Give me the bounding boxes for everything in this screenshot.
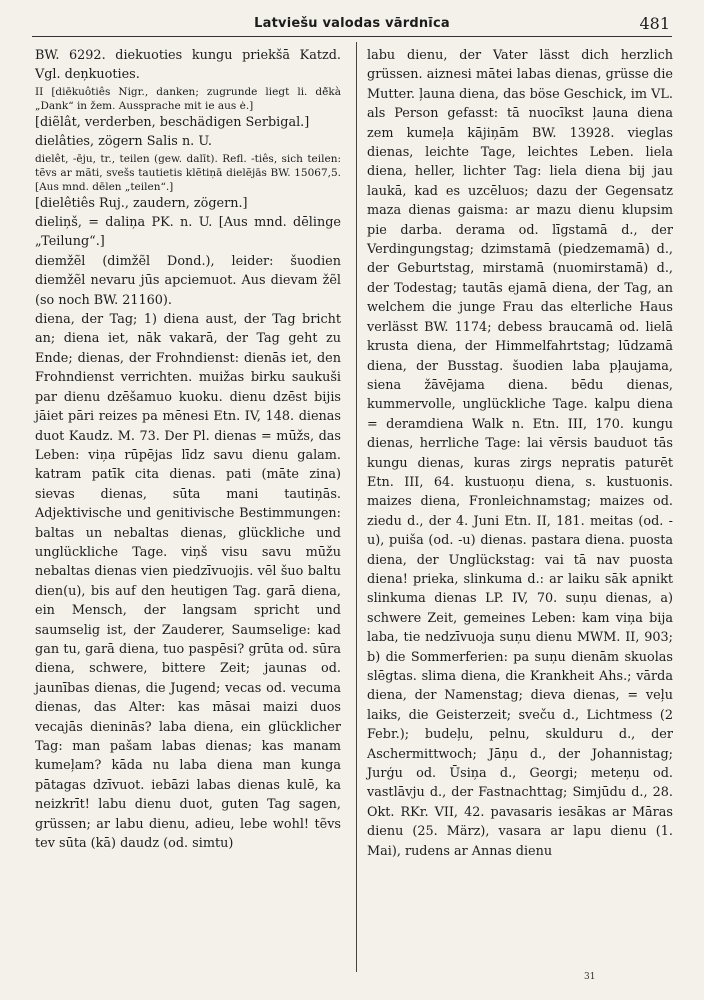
dictionary-entry: dielâties, zögern Salis n. U. bbox=[35, 134, 213, 150]
dictionary-entry: dielêt, -ēju, tr., teilen (gew. dalīt). Refl. -tiês, sich teilen: tẽvs ar mãti, svešs tautietis klẽtiņā dielẽjās BW. 15067,5. [Aus mnd. dēlen „teilen“.] bbox=[35, 152, 341, 193]
right-column bbox=[367, 46, 673, 861]
dictionary-entry: diemžẽl (dimžẽl Dond.), leider: šuodien diemžẽl nevaru jūs apciemuot. Aus dievam žẽl (so noch BW. 21160). bbox=[35, 253, 341, 308]
column-divider bbox=[356, 42, 357, 972]
page-number: 481 bbox=[639, 14, 670, 33]
printer-signature: 31 bbox=[584, 972, 596, 982]
left-column bbox=[35, 46, 341, 853]
dictionary-entry: BW. 6292. diekuoties kungu priekšā Katzd. Vgl. deņkuoties. bbox=[35, 48, 341, 83]
dictionary-entry: diena, der Tag; 1) diena aust, der Tag bricht an; diena iet, nāk vakarā, der Tag geht zu Ende; dienas, der Frohndienst: dienās iet, den Frohndienst verrichten. muižas birku saukuši par dienu dzēšamuo kuoku. dienu dzēst bijis jāiet pāri reizes pa mēnesi Etn. IV, 148. dienas duot Kaudz. M. 73. Der Pl. dienas = mūžs, das Leben: viņa rūpējas līdz savu dienu galam. katram patīk cita dienas. pati (māte zina) sievas dienas, sūta mani tautiņās. Adjektivische und genitivische Bestimmungen: baltas un nebaltas dienas, glückliche und unglückliche Tage. viņš visu savu mūžu nebaltas dienas vien piedzīvuojis. vēl šuo baltu dien(u), bis auf den heutigen Tag. garā diena, ein Mensch, der langsam spricht und saumselig ist, der Zauderer, Saumselige: kad gan tu, garā diena, tuo paspēsi? grūta od. sūra diena, schwere, bittere Zeit; jaunas od. jaunības dienas, die Jugend; vecas od. vecuma dienas, das Alter: kas māsai maizi duos vecajās dieninās? laba diena, ein glücklicher Tag: man pašam labas dienas; kas manam kumeļam? kāda nu laba diena man kunga pātagas dzīvuot. iebāzi labas dienas kulē, ka neizkrīt! labu dienu duot, guten Tag sagen, grüssen; ar labu dienu, adieu, lebe wohl! tẽvs tev sūta (kā) daudz (od. simtu) bbox=[35, 312, 341, 852]
dictionary-entry: dieliņš, = daliņa PK. n. U. [Aus mnd. dēlinge „Teilung“.] bbox=[35, 215, 341, 250]
dictionary-entry: labu dienu, der Vater lässt dich herzlich grüssen. aiznesi mātei labas dienas, grüsse die Mutter. ļauna diena, das böse Geschick, im VL. als Person gefasst: tā nuocīkst ļauna diena zem kumeļa kājiņām BW. 13928. vieglas dienas, leichte Tage, leichtes Leben. liela diena, heller, lichter Tag: liela diena bij jau laukā, kad es uzcēluos; dazu der Gegensatz maza dienas gaisma: ar mazu dienu klupsim pie darba. derama od. līgstamā d., der Verdingungstag; dzimstamā (piedzemamā) d., der Geburtstag, mirstamā (nuomirstamā) d., der Todestag; tautās ejamā diena, der Tag, an welchem die junge Frau das elterliche Haus verlässt BW. 1174; debess braucamā od. lielā krusta diena, der Himmelfahrtstag; lūdzamā diena, der Busstag. šuodien laba pļaujama, siena žāvējama diena. bēdu dienas, kummervolle, unglückliche Tage. kalpu diena = deramdiena Walk n. Etn. III, 170. kungu dienas, herrliche Tage: lai vērsis bauduot tās kungu dienas, kuras zirgs nepratis paturēt Etn. III, 64. kustuoņu diena, s. kustuonis. maizes diena, Fronleichnamstag; maizes od. ziedu d., der 4. Juni Etn. II, 181. meitas (od. -u), puiša (od. -u) dienas. pastara diena. puosta diena, der Unglückstag: vai tā nav puosta diena! prieka, slinkuma d.: ar laiku sāk apnikt slinkuma dienas LP. IV, 70. suņu dienas, a) schwere Zeit, gemeines Leben: kam viņa bija laba, tie nedzīvuoja suņu dienu MWM. II, 903; b) die Sommerferien: pa suņu dienām skuolas slēgtas. slima diena, die Krankheit Ahs.; vārda diena, der Namenstag; dieva dienas, = veļu laiks, die Geisterzeit; sveču d., Lichtmess (2 Febr.); budeļu, pelnu, skulduru d., der Aschermittwoch; Jāņu d., der Johannistag; Jurģu od. Ūsiņa d., Georgi; meteņu od. vastlāvju d., der Fastnachttag; Simjūdu d., 28. Okt. RKr. VII, 42. pavasaris iesākas ar Māras dienu (25. März), vasara ar lapu dienu (1. Mai), rudens ar Annas dienu bbox=[367, 48, 673, 859]
dictionary-entry: [dielêtiês Ruj., zaudern, zögern.] bbox=[35, 195, 248, 211]
header-rule bbox=[32, 36, 672, 37]
page-header bbox=[32, 10, 672, 36]
running-title: Latviešu valodas vārdnīca bbox=[254, 16, 450, 31]
dictionary-entry: II [diēkuôtiês Nigr., danken; zugrunde liegt li. dė̃kà „Dank“ in žem. Aussprache mit ie aus ė.] bbox=[35, 85, 341, 112]
dictionary-entry: [diẽlât, verderben, beschädigen Serbigal.] bbox=[35, 114, 310, 130]
